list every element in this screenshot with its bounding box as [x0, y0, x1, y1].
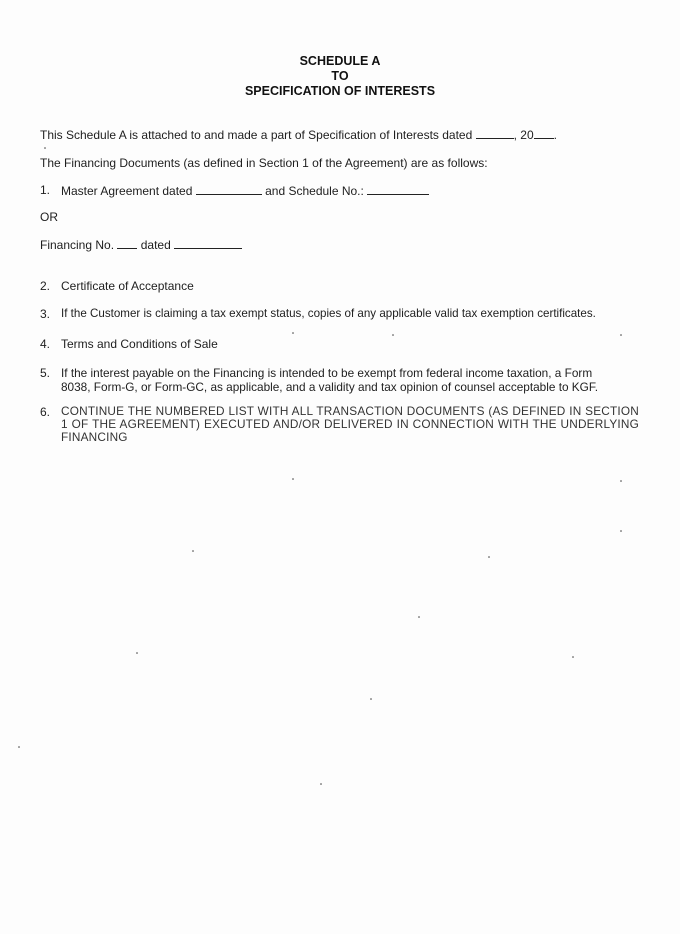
- list-item-text: Certificate of Acceptance: [61, 279, 194, 293]
- scan-speck: [320, 783, 322, 785]
- financing-number-line: [40, 237, 640, 253]
- scan-speck: [620, 480, 622, 482]
- year-blank: [534, 127, 554, 139]
- list-item-3: [40, 307, 640, 321]
- list-item-6: [40, 405, 640, 444]
- list-item-text: If the interest payable on the Financing is intended to be exempt from federal income taxation, a Form 8038, Form-G, or Form-GC, as applicable, and a validity and tax opinion of counsel acceptable to KGF.: [61, 366, 599, 394]
- list-item-4: [40, 337, 640, 351]
- list-item-number: 3.: [40, 307, 51, 321]
- scan-speck: [292, 478, 294, 480]
- scan-speck: [370, 698, 372, 700]
- scan-speck: [292, 332, 294, 334]
- list-item-text: If the Customer is claiming a tax exempt status, copies of any applicable valid tax exemption certificates.: [61, 307, 596, 320]
- schedule-no-blank: [367, 183, 429, 195]
- list-item-5: [40, 366, 640, 394]
- intro-attached-text: This Schedule A is attached to and made a part of Specification of Interests dated: [40, 128, 473, 142]
- heading-line-to: TO: [331, 69, 349, 83]
- scan-speck: [418, 616, 420, 618]
- list-item-number: 2.: [40, 279, 51, 293]
- scan-speck: [192, 550, 194, 552]
- or-text: OR: [40, 210, 58, 224]
- scan-speck: [620, 530, 622, 532]
- master-agreement-label: Master Agreement dated: [61, 184, 193, 198]
- list-item-2: [40, 279, 640, 293]
- scan-speck: [18, 746, 20, 748]
- financing-dated-label: dated: [140, 238, 171, 252]
- scan-speck: [392, 334, 394, 336]
- year-suffix: .: [553, 128, 557, 142]
- financing-documents-paragraph: [40, 156, 640, 171]
- list-item-number: 1.: [40, 183, 51, 197]
- year-prefix: , 20: [513, 128, 534, 142]
- financing-documents-text: The Financing Documents (as defined in Section 1 of the Agreement) are as follows:: [40, 156, 488, 170]
- schedule-heading: [0, 54, 680, 99]
- scan-speck: [136, 652, 138, 654]
- master-agreement-date-blank: [196, 183, 262, 195]
- financing-date-blank: [174, 237, 242, 249]
- list-item-number: 5.: [40, 366, 51, 380]
- intro-attached-paragraph: [40, 127, 640, 143]
- heading-line-schedule: SCHEDULE A: [299, 54, 381, 68]
- list-item-number: 4.: [40, 337, 51, 351]
- scan-speck: [620, 334, 622, 336]
- list-item-number: 6.: [40, 405, 51, 419]
- scan-speck: [572, 656, 574, 658]
- list-item-text: Terms and Conditions of Sale: [61, 337, 218, 351]
- scan-speck: [488, 556, 490, 558]
- list-item-text: CONTINUE THE NUMBERED LIST WITH ALL TRANSACTION DOCUMENTS (AS DEFINED IN SECTION 1 OF THE AGREEMENT) EXECUTED AND/OR DELIVERED IN CONNECTION WITH THE UNDERLYING FINANCING: [61, 404, 639, 444]
- heading-line-specification: SPECIFICATION OF INTERESTS: [244, 84, 436, 98]
- financing-no-blank: [117, 237, 137, 249]
- list-item-1: [40, 183, 640, 198]
- date-blank: [476, 127, 514, 139]
- financing-no-label: Financing No.: [40, 238, 115, 252]
- scan-speck: [44, 147, 46, 149]
- schedule-no-label: and Schedule No.:: [265, 184, 364, 198]
